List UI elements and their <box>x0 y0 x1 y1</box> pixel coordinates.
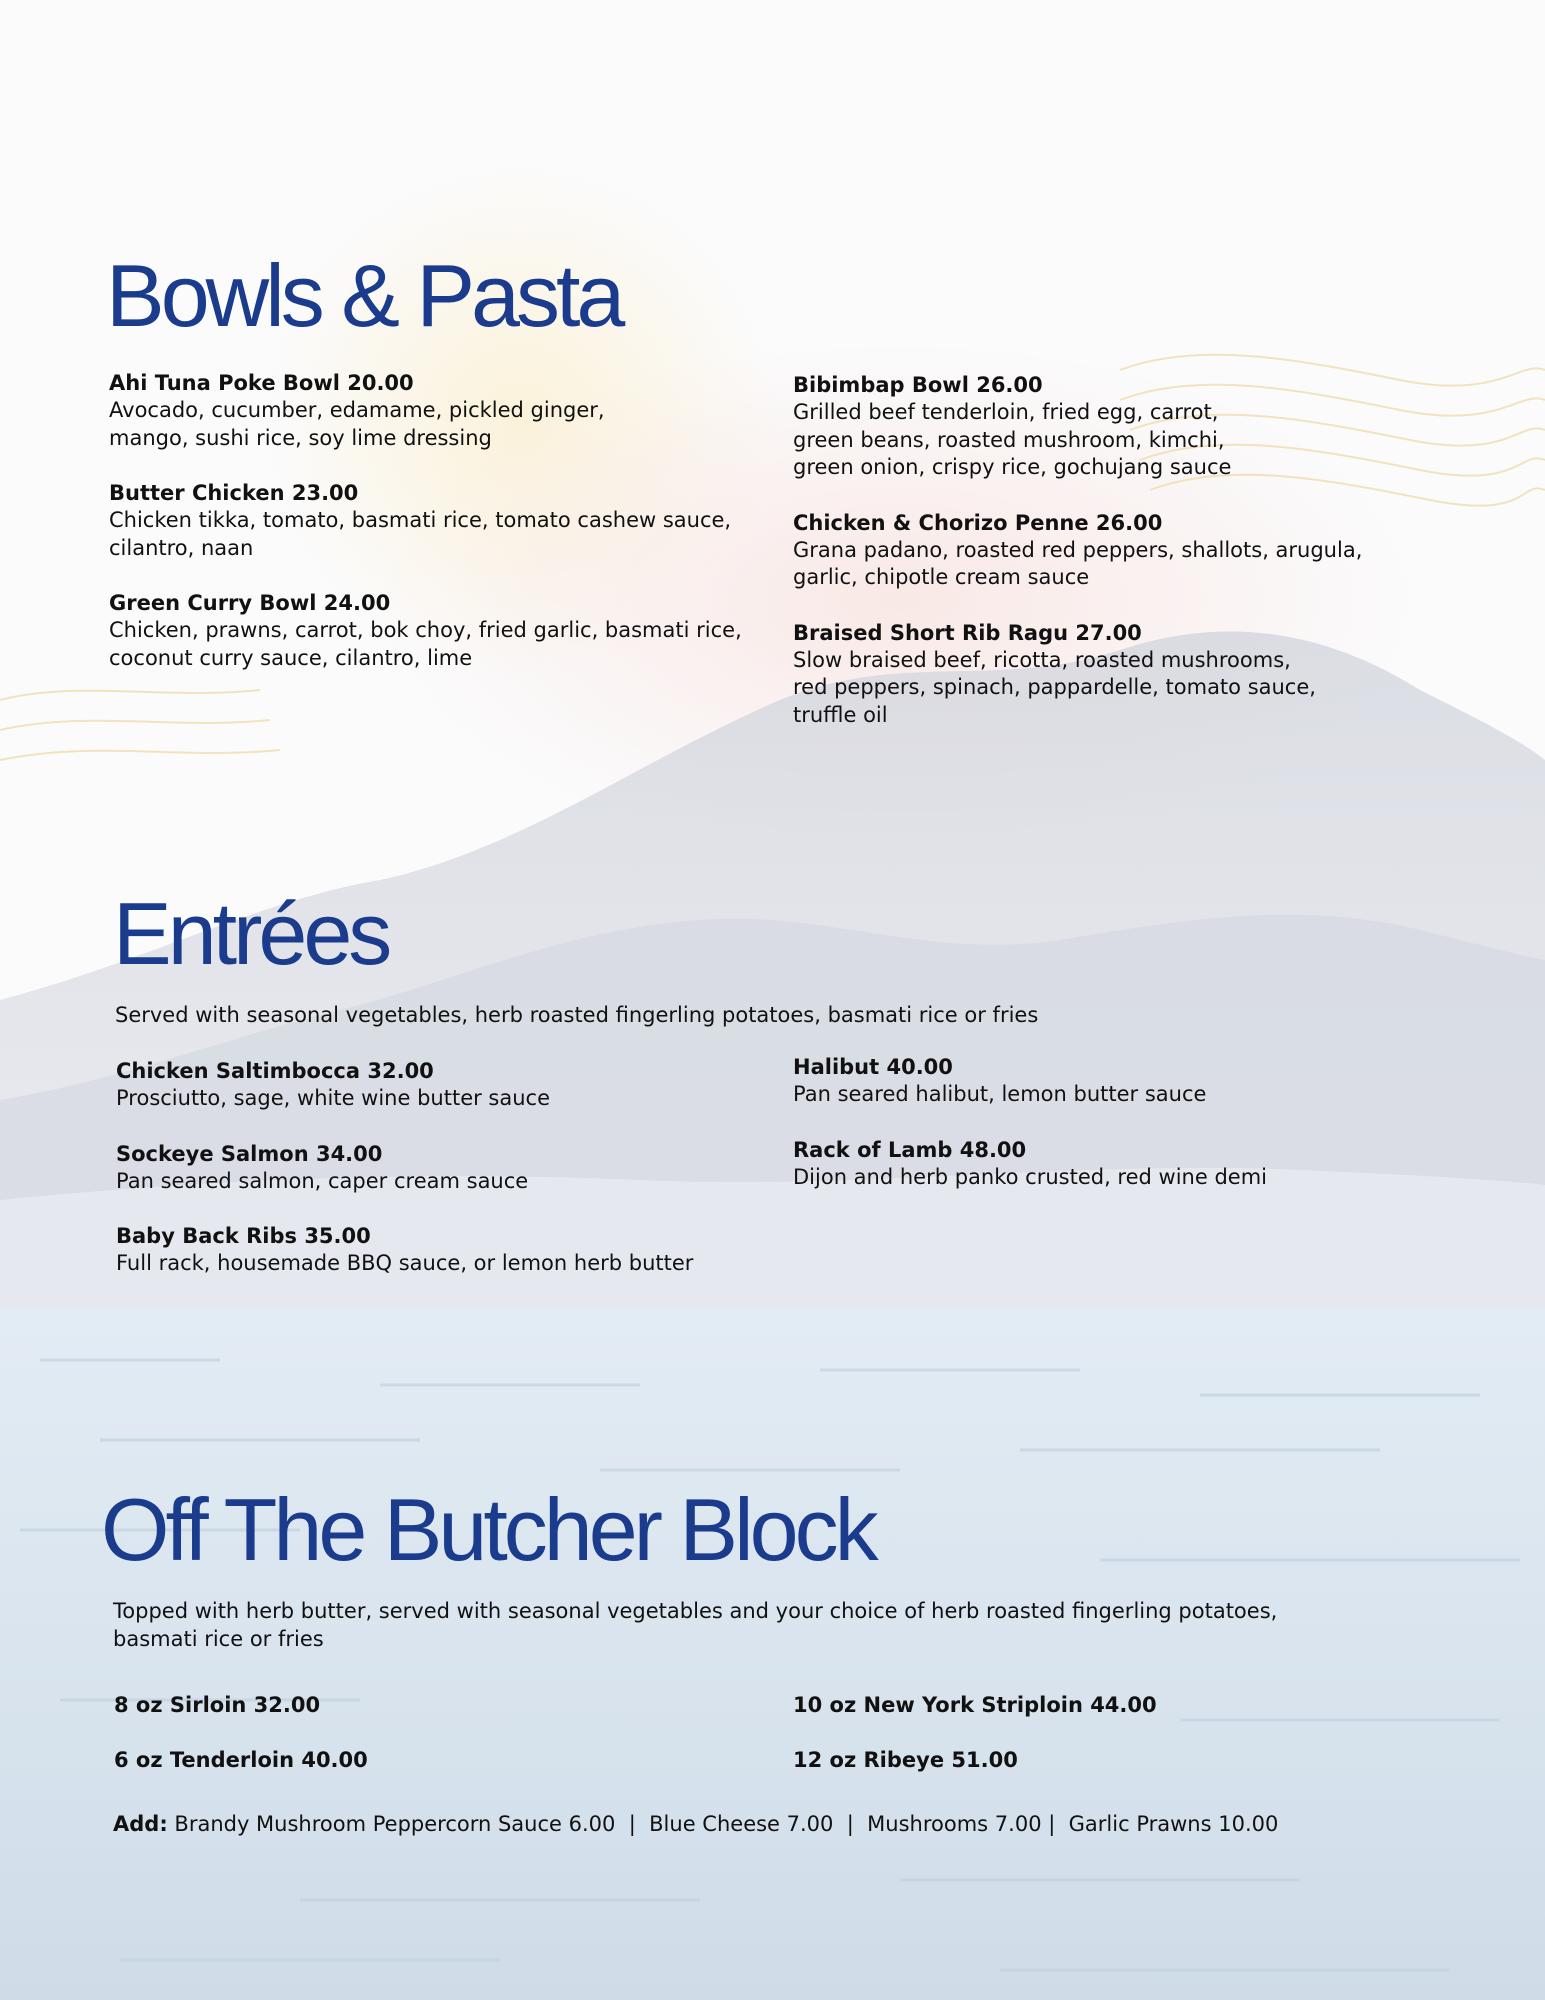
item-description: Full rack, housemade BBQ sauce, or lemon herb butter <box>116 1251 694 1275</box>
butcher-intro <box>113 1598 1363 1653</box>
item-description: green beans, roasted mushroom, kimchi, <box>793 427 1225 452</box>
menu-item <box>793 620 1433 730</box>
section-title-butcher-block: Off The Butcher Block <box>101 1480 875 1579</box>
menu-item <box>109 370 749 452</box>
item-description: Chicken tikka, tomato, basmati rice, tomato cashew sauce, <box>109 508 732 532</box>
item-description: red peppers, spinach, pappardelle, tomato sauce, <box>793 675 1316 699</box>
menu-item <box>793 372 1433 482</box>
item-description: Avocado, cucumber, edamame, pickled ginger, <box>109 398 605 422</box>
menu-item <box>793 1137 1433 1192</box>
steak-item: 12 oz Ribeye 51.00 <box>793 1748 1018 1772</box>
item-description: Grilled beef tenderloin, fried egg, carrot, <box>793 400 1219 424</box>
menu-item <box>116 1058 756 1113</box>
item-name: Halibut 40.00 <box>793 1055 953 1079</box>
item-description: cilantro, naan <box>109 535 254 560</box>
menu-item <box>793 510 1433 592</box>
menu-item <box>116 1141 756 1196</box>
menu-item <box>116 1223 756 1278</box>
steak-item: 8 oz Sirloin 32.00 <box>114 1693 321 1717</box>
item-description: truffle oil <box>793 702 888 727</box>
item-description: Pan seared salmon, caper cream sauce <box>116 1168 529 1193</box>
item-description: garlic, chipotle cream sauce <box>793 565 1090 589</box>
bowls-right-column <box>793 372 1433 757</box>
item-name: Butter Chicken 23.00 <box>109 481 359 505</box>
item-description: Dijon and herb panko crusted, red wine demi <box>793 1164 1267 1189</box>
item-name: Chicken Saltimbocca 32.00 <box>116 1059 434 1083</box>
add-ons-line <box>113 1810 1278 1838</box>
section-title-entrees: Entrées <box>113 884 389 983</box>
item-description: Prosciutto, sage, white wine butter sauce <box>116 1086 551 1110</box>
section-title-bowls-pasta: Bowls & Pasta <box>106 246 622 345</box>
butcher-intro-line: basmati rice or fries <box>113 1626 324 1651</box>
menu-item <box>109 480 749 562</box>
menu-item <box>109 590 749 672</box>
item-name: Bibimbap Bowl 26.00 <box>793 373 1043 397</box>
item-name: Braised Short Rib Ragu 27.00 <box>793 620 1142 645</box>
item-description: Chicken, prawns, carrot, bok choy, fried garlic, basmati rice, <box>109 618 742 642</box>
entrees-intro: Served with seasonal vegetables, herb roasted fingerling potatoes, basmati rice or fries <box>115 1003 1039 1027</box>
item-description: coconut curry sauce, cilantro, lime <box>109 645 473 670</box>
item-name: Rack of Lamb 48.00 <box>793 1137 1027 1162</box>
item-name: Ahi Tuna Poke Bowl 20.00 <box>109 371 414 395</box>
butcher-intro-line: Topped with herb butter, served with seasonal vegetables and your choice of herb roasted fingerling potatoes, <box>113 1599 1278 1623</box>
menu-item <box>793 1054 1433 1109</box>
item-description: Slow braised beef, ricotta, roasted mushrooms, <box>793 647 1291 672</box>
entrees-left-column <box>116 1058 756 1306</box>
item-name: Sockeye Salmon 34.00 <box>116 1141 383 1166</box>
item-description: Pan seared halibut, lemon butter sauce <box>793 1082 1207 1106</box>
item-description: green onion, crispy rice, gochujang sauce <box>793 455 1232 479</box>
entrees-right-column <box>793 1054 1433 1219</box>
steak-item: 10 oz New York Striploin 44.00 <box>793 1693 1157 1717</box>
bowls-left-column <box>109 370 749 700</box>
item-description: Grana padano, roasted red peppers, shallots, arugula, <box>793 537 1363 562</box>
item-name: Baby Back Ribs 35.00 <box>116 1224 371 1248</box>
item-name: Chicken & Chorizo Penne 26.00 <box>793 510 1163 535</box>
steak-item: 6 oz Tenderloin 40.00 <box>114 1748 368 1772</box>
item-name: Green Curry Bowl 24.00 <box>109 591 391 615</box>
item-description: mango, sushi rice, soy lime dressing <box>109 425 492 450</box>
add-ons-label: Add: <box>113 1812 168 1836</box>
add-ons-options: Brandy Mushroom Peppercorn Sauce 6.00 | Blue Cheese 7.00 | Mushrooms 7.00 | Garlic Prawns 10.00 <box>174 1812 1279 1836</box>
